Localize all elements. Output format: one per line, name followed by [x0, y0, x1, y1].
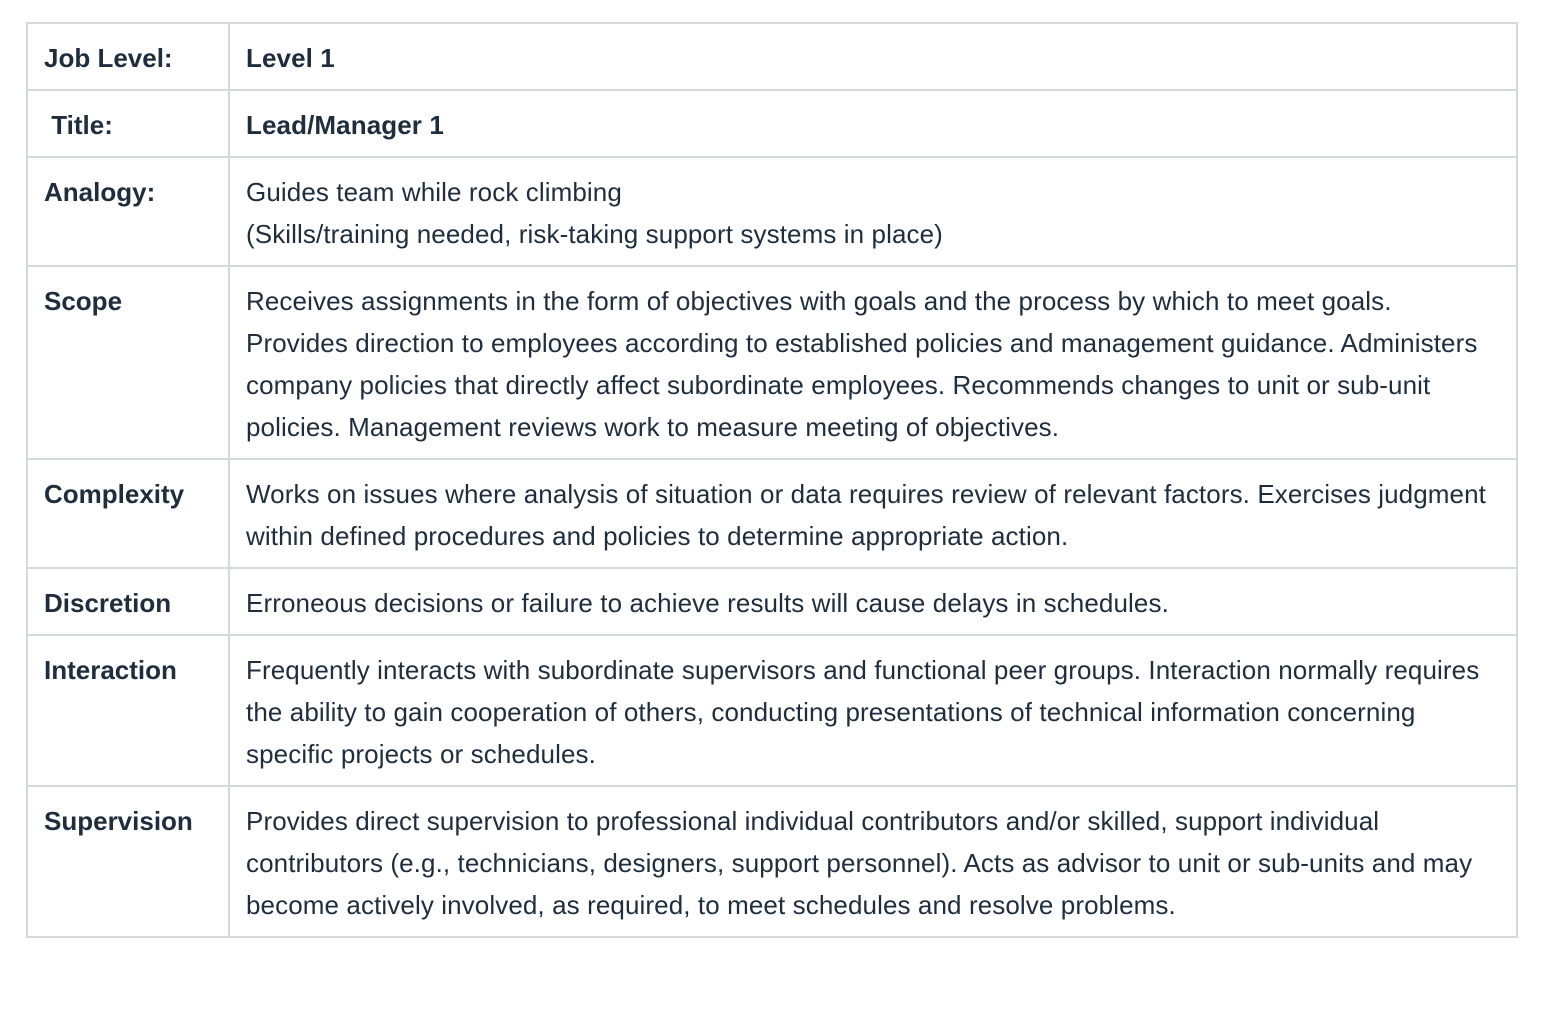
row-value-interaction: Frequently interacts with subordinate supervisors and functional peer groups. Interaction normally requires the ability to gain cooperation of others, conducting presentations of technical information concerning specific projects or schedules. — [229, 635, 1517, 786]
row-label-title: Title: — [27, 90, 229, 157]
row-label-discretion: Discretion — [27, 568, 229, 635]
row-value-complexity: Works on issues where analysis of situation or data requires review of relevant factors. Exercises judgment within defined procedures and policies to determine appropriate action. — [229, 459, 1517, 568]
row-value-job-level: Level 1 — [229, 23, 1517, 90]
table-row-job-level — [27, 23, 1517, 90]
row-value-analogy: Guides team while rock climbing (Skills/training needed, risk-taking support systems in place) — [229, 157, 1517, 266]
row-label-interaction: Interaction — [27, 635, 229, 786]
job-level-table — [26, 22, 1518, 938]
row-label-job-level: Job Level: — [27, 23, 229, 90]
table-row-interaction — [27, 635, 1517, 786]
table-row-analogy — [27, 157, 1517, 266]
row-label-scope: Scope — [27, 266, 229, 459]
row-value-title: Lead/Manager 1 — [229, 90, 1517, 157]
table-row-scope — [27, 266, 1517, 459]
table-row-supervision — [27, 786, 1517, 937]
row-label-supervision: Supervision — [27, 786, 229, 937]
row-value-discretion: Erroneous decisions or failure to achieve results will cause delays in schedules. — [229, 568, 1517, 635]
job-level-table-container — [26, 22, 1516, 938]
row-value-scope: Receives assignments in the form of objectives with goals and the process by which to meet goals. Provides direction to employees according to established policies and management guidance. Administers company policies that directly affect subordinate employees. Recommends changes to unit or sub-unit policies. Management reviews work to measure meeting of objectives. — [229, 266, 1517, 459]
table-row-complexity — [27, 459, 1517, 568]
row-value-supervision: Provides direct supervision to professional individual contributors and/or skilled, support individual contributors (e.g., technicians, designers, support personnel). Acts as advisor to unit or sub-units and may become actively involved, as required, to meet schedules and resolve problems. — [229, 786, 1517, 937]
table-row-discretion — [27, 568, 1517, 635]
row-label-complexity: Complexity — [27, 459, 229, 568]
table-row-title — [27, 90, 1517, 157]
row-label-analogy: Analogy: — [27, 157, 229, 266]
